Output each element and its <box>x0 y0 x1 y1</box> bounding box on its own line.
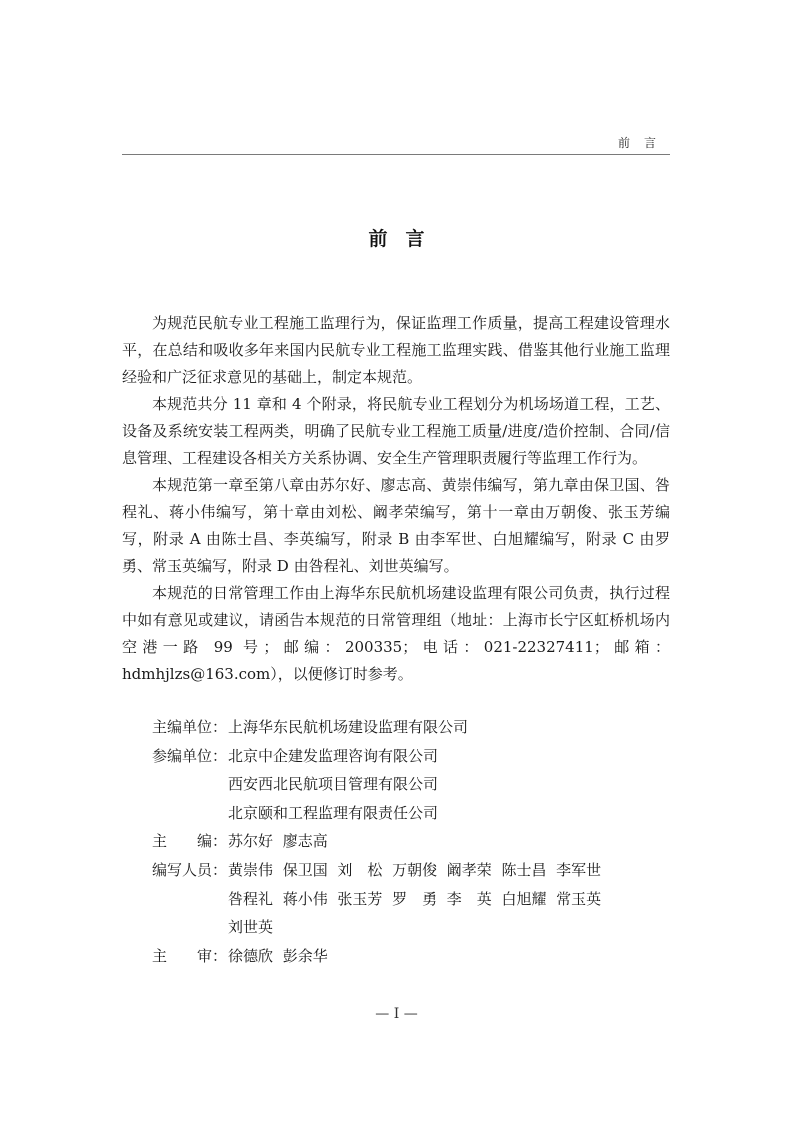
writer-name: 常玉英 <box>556 889 602 908</box>
writer-name: 白旭耀 <box>501 889 547 908</box>
paragraph-scope: 本规范共分 11 章和 4 个附录，将民航专业工程划分为机场场道工程，工艺、设备及系统安装工程两类，明确了民航专业工程施工质量/进度/造价控制、合同/信息管理、工程建设各相关方关系协调、安全生产管理职责履行等监理工作行为。 <box>122 395 670 467</box>
writer-name: 阚孝荣 <box>446 860 492 879</box>
writer-name: 李 英 <box>446 889 492 908</box>
writer-name: 黄崇伟 <box>228 860 274 879</box>
writers-label: 编写人员： <box>152 860 228 879</box>
header-rule <box>122 154 670 155</box>
reviewer-name: 彭余华 <box>282 946 328 965</box>
chief-unit-value: 上海华东民航机场建设监理有限公司 <box>228 718 469 736</box>
participating-unit: 北京颐和工程监理有限责任公司 <box>228 803 439 822</box>
chief-reviewers-label: 主 审： <box>152 946 228 965</box>
writers-line <box>228 885 672 914</box>
editor-name: 廖志高 <box>282 832 328 851</box>
writer-name: 罗 勇 <box>392 889 438 908</box>
page-number: — I — <box>375 1006 418 1022</box>
credits-block <box>152 713 672 970</box>
writers-row <box>152 856 672 942</box>
participating-units-label: 参编单位： <box>152 746 228 765</box>
preface-body <box>122 310 670 688</box>
paragraph-contact: 本规范的日常管理工作由上海华东民航机场建设监理有限公司负责，执行过程中如有意见或建议，请函告本规范的日常管理组（地址：上海市长宁区虹桥机场内空港一路 99 号；邮编：200335；电话：021-22327411；邮箱：hdmhjlzs@163.com），以便修订时参考。 <box>122 584 670 683</box>
chief-editors-row <box>152 827 672 856</box>
chief-reviewers-row <box>152 942 672 971</box>
writers-line <box>228 913 672 942</box>
editor-name: 苏尔好 <box>228 832 274 851</box>
chief-unit-label: 主编单位： <box>152 718 228 736</box>
writer-name: 张玉芳 <box>337 889 383 908</box>
page-title: 前言 <box>368 228 443 250</box>
participating-unit: 北京中企建发监理咨询有限公司 <box>228 746 439 765</box>
writer-name: 咎程礼 <box>228 889 274 908</box>
participating-units-row <box>152 742 672 828</box>
reviewer-name: 徐德欣 <box>228 946 274 965</box>
chief-unit-row <box>152 713 672 742</box>
writer-name: 李军世 <box>556 860 602 879</box>
running-head: 前言 <box>617 136 670 150</box>
writer-name: 陈士昌 <box>501 860 547 879</box>
chief-editors-label: 主 编： <box>152 832 228 851</box>
paragraph-purpose: 为规范民航专业工程施工监理行为，保证监理工作质量，提高工程建设管理水平，在总结和吸收多年来国内民航专业工程施工监理实践、借鉴其他行业施工监理经验和广泛征求意见的基础上，制定本规范。 <box>122 314 670 386</box>
writer-name: 保卫国 <box>282 860 328 879</box>
writer-name: 刘世英 <box>228 918 274 937</box>
writer-name: 刘 松 <box>337 860 383 879</box>
writer-name: 万朝俊 <box>392 860 438 879</box>
writer-name: 蒋小伟 <box>282 889 328 908</box>
writers-line <box>228 856 672 885</box>
paragraph-authors: 本规范第一章至第八章由苏尔好、廖志高、黄崇伟编写，第九章由保卫国、咎程礼、蒋小伟编写，第十章由刘松、阚孝荣编写，第十一章由万朝俊、张玉芳编写，附录 A 由陈士昌、李英编写，附录 B 由李军世、白旭耀编写，附录 C 由罗勇、常玉英编写，附录 D 由咎程礼、刘世英编写。 <box>122 476 670 575</box>
participating-unit: 西安西北民航项目管理有限公司 <box>228 775 439 794</box>
